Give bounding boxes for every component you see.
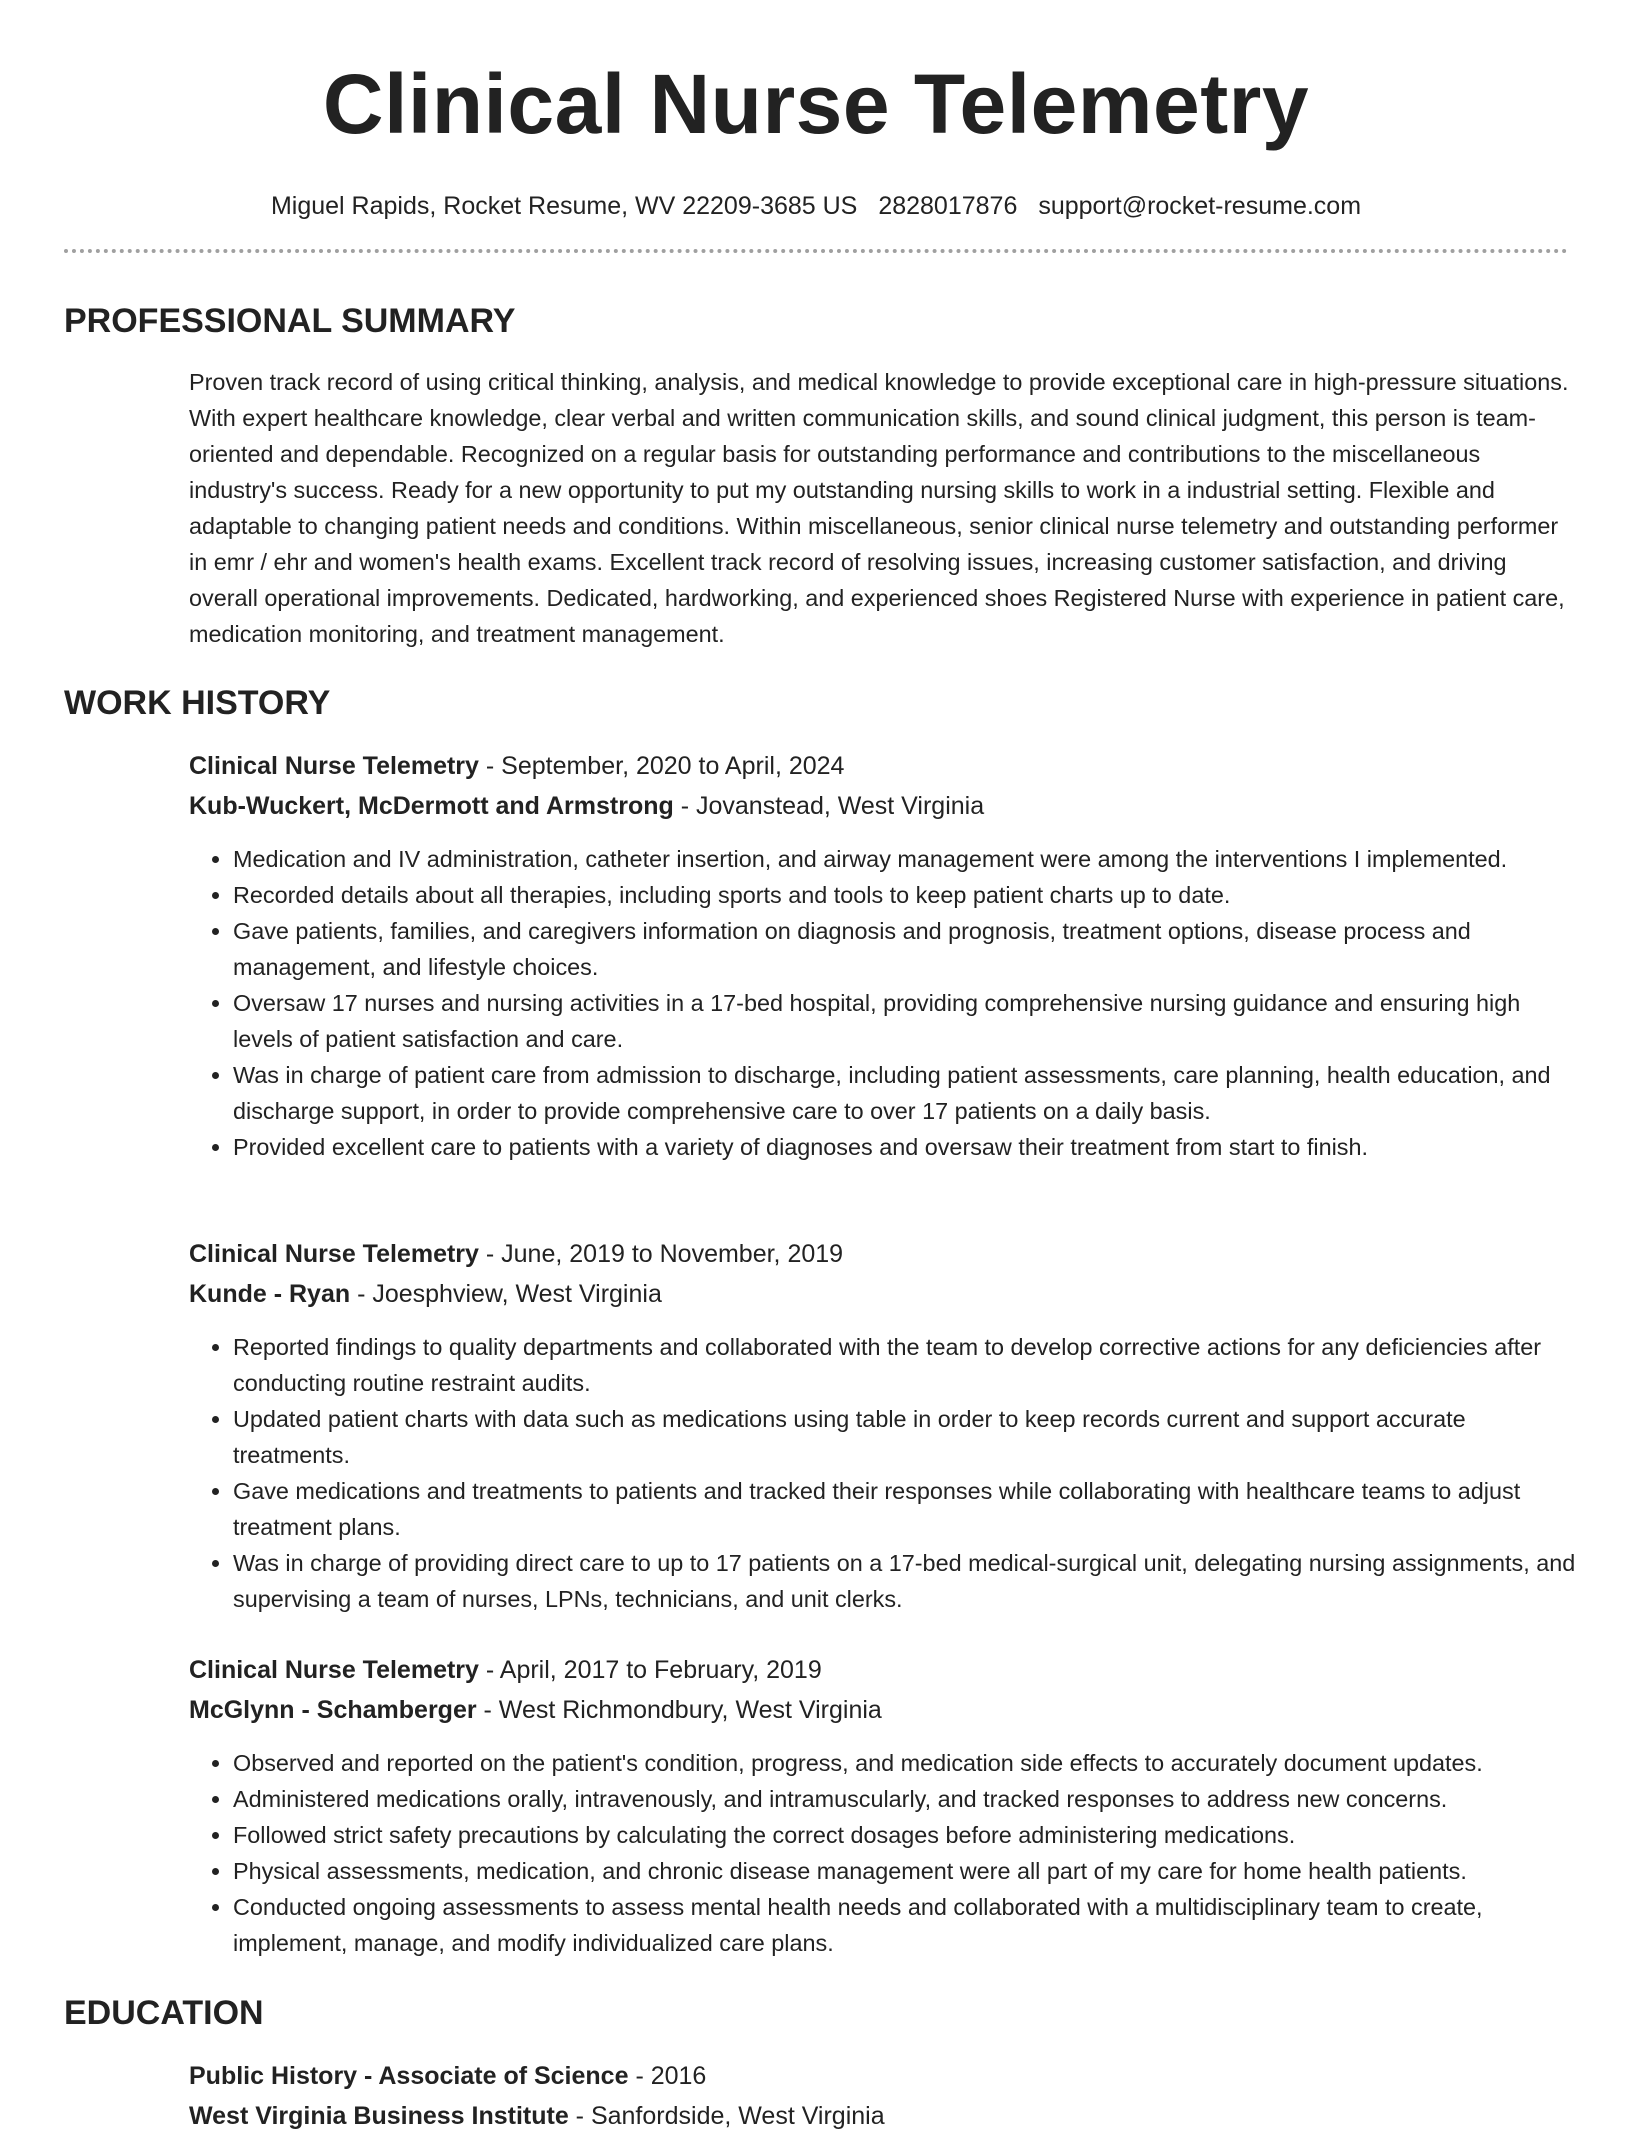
contact-email: support@rocket-resume.com: [1038, 192, 1362, 220]
job-title-line: [189, 1234, 1579, 1274]
job-company: Kub-Wuckert, McDermott and Armstrong: [189, 792, 674, 820]
section-title-education: EDUCATION: [64, 1994, 264, 2032]
job-company-line: [189, 1690, 1579, 1730]
job-location: - West Richmondbury, West Virginia: [476, 1696, 882, 1724]
job-dates: - June, 2019 to November, 2019: [478, 1240, 844, 1268]
job-bullet: • Administered medications orally, intravenously, and intramuscularly, and tracked responses to address new concerns.: [233, 1781, 1579, 1817]
education-school: West Virginia Business Institute: [189, 2102, 569, 2130]
job-company: Kunde - Ryan: [189, 1280, 351, 1308]
job-bullets: [189, 1329, 1579, 1617]
job-bullets: [189, 1745, 1579, 1961]
job-title-line: [189, 746, 1579, 786]
education-degree: Public History - Associate of Science: [189, 2062, 629, 2090]
summary-text: Proven track record of using critical thinking, analysis, and medical knowledge to provide exceptional care in high-pressure situations. With expert healthcare knowledge, clear verbal and written communication skills, and sound clinical judgment, this person is team-oriented and dependable. Recognized on a regular basis for outstanding performance and contributions to the miscellaneous industry's success. Ready for a new opportunity to put my outstanding nursing skills to work in a industrial setting. Flexible and adaptable to changing patient needs and conditions. Within miscellaneous, senior clinical nurse telemetry and outstanding performer in emr / ehr and women's health exams. Excellent track record of resolving issues, increasing customer satisfaction, and driving overall operational improvements. Dedicated, hardworking, and experienced shoes Registered Nurse with experience in patient care, medication monitoring, and treatment management.: [189, 369, 1569, 647]
header-divider: [64, 249, 1568, 253]
job-bullet: • Physical assessments, medication, and chronic disease management were all part of my care for home health patients.: [233, 1853, 1579, 1889]
job-role: Clinical Nurse Telemetry: [189, 1240, 479, 1268]
job-bullet: • Provided excellent care to patients with a variety of diagnoses and oversaw their treatment from start to finish.: [233, 1129, 1579, 1165]
job-bullet: • Gave medications and treatments to patients and tracked their responses while collaborating with healthcare teams to adjust treatment plans.: [233, 1473, 1579, 1545]
job-dates: - September, 2020 to April, 2024: [478, 752, 845, 780]
job-company-line: [189, 786, 1579, 826]
education-location: - Sanfordside, West Virginia: [568, 2102, 885, 2130]
contact-line: [64, 190, 1568, 222]
job-bullet: • Recorded details about all therapies, including sports and tools to keep patient charts up to date.: [233, 877, 1579, 913]
job-entry: [189, 746, 1579, 1165]
section-title-work-history: WORK HISTORY: [64, 684, 331, 722]
job-title-line: [189, 1650, 1579, 1690]
job-role: Clinical Nurse Telemetry: [189, 1656, 479, 1684]
job-bullet: • Medication and IV administration, catheter insertion, and airway management were among the interventions I implemented.: [233, 841, 1579, 877]
education-entry: [189, 2056, 1569, 2136]
job-company: McGlynn - Schamberger: [189, 1696, 477, 1724]
job-bullet: • Conducted ongoing assessments to assess mental health needs and collaborated with a multidisciplinary team to create, implement, manage, and modify individualized care plans.: [233, 1889, 1579, 1961]
job-location: - Jovanstead, West Virginia: [673, 792, 985, 820]
job-company-line: [189, 1274, 1579, 1314]
education-degree-line: [189, 2056, 1569, 2096]
education-year: - 2016: [628, 2062, 707, 2090]
job-entry: [189, 1650, 1579, 1961]
job-bullet: • Was in charge of providing direct care to up to 17 patients on a 17-bed medical-surgical unit, delegating nursing assignments, and supervising a team of nurses, LPNs, technicians, and unit clerks.: [233, 1545, 1579, 1617]
job-bullet: • Followed strict safety precautions by calculating the correct dosages before administering medications.: [233, 1817, 1579, 1853]
job-entry: [189, 1234, 1579, 1617]
job-bullet: • Was in charge of patient care from admission to discharge, including patient assessments, care planning, health education, and discharge support, in order to provide comprehensive care to over 17 patients on a daily basis.: [233, 1057, 1579, 1129]
job-dates: - April, 2017 to February, 2019: [478, 1656, 822, 1684]
job-bullet: • Observed and reported on the patient's condition, progress, and medication side effects to accurately document updates.: [233, 1745, 1579, 1781]
job-bullet: • Oversaw 17 nurses and nursing activities in a 17-bed hospital, providing comprehensive nursing guidance and ensuring high levels of patient satisfaction and care.: [233, 985, 1579, 1057]
contact-address: Miguel Rapids, Rocket Resume, WV 22209-3685 US: [270, 192, 858, 220]
job-bullet: • Gave patients, families, and caregivers information on diagnosis and prognosis, treatment options, disease process and management, and lifestyle choices.: [233, 913, 1579, 985]
education-school-line: [189, 2096, 1569, 2136]
job-bullet: • Reported findings to quality departments and collaborated with the team to develop corrective actions for any deficiencies after conducting routine restraint audits.: [233, 1329, 1579, 1401]
job-bullets: [189, 841, 1579, 1165]
job-bullet: • Updated patient charts with data such as medications using table in order to keep records current and support accurate treatments.: [233, 1401, 1579, 1473]
candidate-name: Clinical Nurse Telemetry: [322, 57, 1310, 151]
resume-header: [64, 52, 1568, 222]
section-title-summary: PROFESSIONAL SUMMARY: [64, 302, 516, 340]
contact-phone: 2828017876: [878, 192, 1018, 220]
job-location: - Joesphview, West Virginia: [350, 1280, 662, 1308]
job-role: Clinical Nurse Telemetry: [189, 752, 479, 780]
